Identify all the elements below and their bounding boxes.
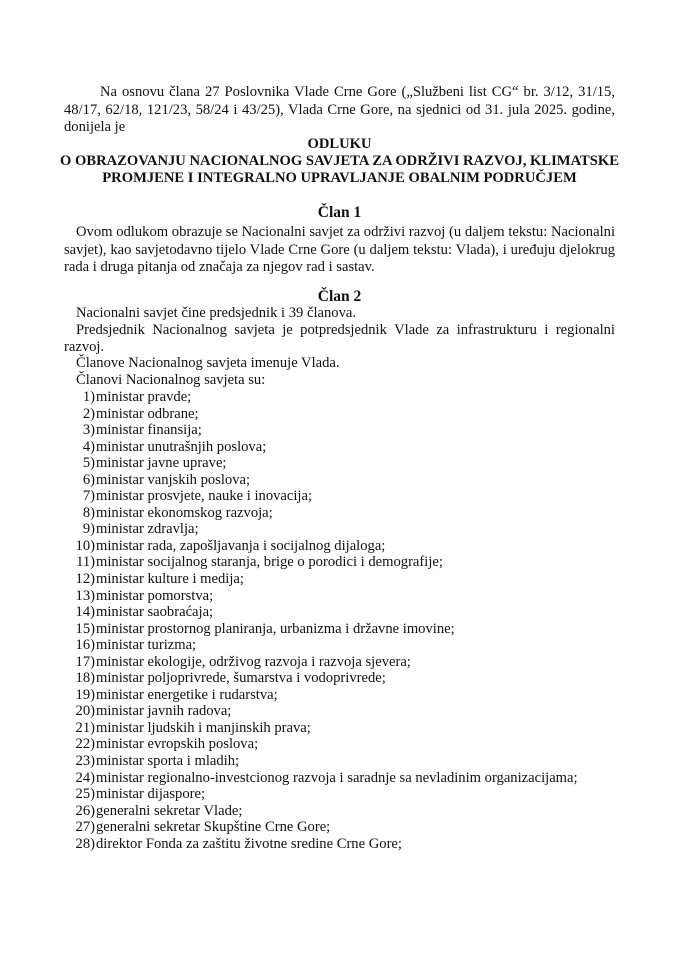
article-2-heading: Član 2 xyxy=(317,288,362,305)
list-item-number: 11) xyxy=(76,554,95,571)
article-2-paragraph-4: Članovi Nacionalnog savjeta su: xyxy=(76,372,266,388)
list-item-number: 25) xyxy=(75,786,95,803)
list-item-number: 28) xyxy=(75,835,95,852)
list-item xyxy=(64,720,624,737)
list-item-text: ministar saobraćaja; xyxy=(96,604,214,621)
list-item xyxy=(64,538,624,555)
list-item-text: ministar poljoprivrede, šumarstva i vodoprivrede; xyxy=(96,670,386,687)
list-item xyxy=(64,753,624,770)
list-item-text: ministar prostornog planiranja, urbanizma i državne imovine; xyxy=(96,620,455,637)
list-item-number: 5) xyxy=(82,455,95,472)
list-item-text: ministar sporta i mladih; xyxy=(96,753,240,770)
list-item-number: 6) xyxy=(82,471,95,488)
list-item-number: 8) xyxy=(82,504,95,521)
list-item-number: 27) xyxy=(75,819,95,836)
list-item-number: 14) xyxy=(75,604,95,621)
list-item-text: ministar unutrašnjih poslova; xyxy=(96,438,267,455)
list-item xyxy=(64,422,624,439)
list-item-text: ministar rada, zapošljavanja i socijalnog dijaloga; xyxy=(96,537,386,554)
list-item-text: generalni sekretar Vlade; xyxy=(96,802,243,819)
list-item-text: ministar pomorstva; xyxy=(96,587,214,604)
list-item xyxy=(64,389,624,406)
list-item-number: 26) xyxy=(75,802,95,819)
list-item xyxy=(64,736,624,753)
list-item-number: 9) xyxy=(82,521,95,538)
list-item-text: ministar ekologije, održivog razvoja i razvoja sjevera; xyxy=(96,653,411,670)
document-subtitle: O OBRAZOVANJU NACIONALNOG SAVJETA ZA ODRŽIVI RAZVOJ, KLIMATSKE PROMJENE I INTEGRALNO UPRAVLJANJE OBALNIM PODRUČJEM xyxy=(60,153,619,186)
list-item-text: ministar regionalno-investcionog razvoja i saradnje sa nevladinim organizacijama; xyxy=(96,769,578,786)
list-item xyxy=(64,406,624,423)
list-item-number: 13) xyxy=(75,587,95,604)
list-item-number: 19) xyxy=(75,686,95,703)
list-item xyxy=(64,836,624,853)
list-item xyxy=(64,654,624,671)
list-item-text: ministar prosvjete, nauke i inovacija; xyxy=(96,488,313,505)
list-item-text: ministar odbrane; xyxy=(96,405,199,422)
list-item xyxy=(64,770,624,787)
list-item xyxy=(64,786,624,803)
list-item-text: ministar dijaspore; xyxy=(96,786,206,803)
list-item-text: ministar zdravlja; xyxy=(96,521,199,538)
list-item xyxy=(64,621,624,638)
list-item-text: ministar vanjskih poslova; xyxy=(96,471,251,488)
list-item xyxy=(64,571,624,588)
list-item-number: 4) xyxy=(82,438,95,455)
list-item xyxy=(64,455,624,472)
list-item-number: 18) xyxy=(75,670,95,687)
list-item-number: 20) xyxy=(75,703,95,720)
article-2-paragraph-2: Predsjednik Nacionalnog savjeta je potpredsjednik Vlade za infrastrukturu i regionalni razvoj. xyxy=(64,322,615,355)
list-item-number: 22) xyxy=(75,736,95,753)
members-list xyxy=(64,389,624,852)
article-1-heading: Član 1 xyxy=(317,204,362,221)
list-item-text: ministar turizma; xyxy=(96,637,197,654)
list-item-number: 12) xyxy=(75,571,95,588)
list-item-number: 15) xyxy=(75,620,95,637)
list-item-number: 2) xyxy=(82,405,95,422)
article-2-paragraph-3: Članove Nacionalnog savjeta imenuje Vlada. xyxy=(76,355,340,371)
list-item-number: 7) xyxy=(82,488,95,505)
list-item-number: 1) xyxy=(82,389,95,405)
article-1-text: Ovom odlukom obrazuje se Nacionalni savjet za održivi razvoj (u daljem tekstu: Nacionalni savjet), kao savjetodavno tijelo Vlade Crne Gore (u daljem tekstu: Vlada), i uređuju djelokrug rada i druga pitanja od značaja za njegov rad i sastav. xyxy=(64,224,615,276)
list-item xyxy=(64,439,624,456)
list-item-number: 3) xyxy=(82,422,95,439)
list-item xyxy=(64,588,624,605)
list-item-text: generalni sekretar Skupštine Crne Gore; xyxy=(96,819,331,836)
list-item-text: ministar kulture i medija; xyxy=(96,571,244,588)
list-item xyxy=(64,687,624,704)
document-title: ODLUKU xyxy=(307,136,372,152)
list-item-text: ministar energetike i rudarstva; xyxy=(96,686,278,703)
list-item xyxy=(64,521,624,538)
list-item-text: ministar ekonomskog razvoja; xyxy=(96,504,273,521)
list-item-number: 23) xyxy=(75,753,95,770)
list-item-text: ministar socijalnog staranja, brige o porodici i demografije; xyxy=(96,554,443,571)
list-item-text: ministar pravde; xyxy=(96,389,192,405)
list-item xyxy=(64,604,624,621)
list-item-number: 16) xyxy=(75,637,95,654)
list-item-number: 24) xyxy=(75,769,95,786)
list-item xyxy=(64,554,624,571)
list-item-text: ministar javne uprave; xyxy=(96,455,227,472)
list-item-number: 17) xyxy=(75,653,95,670)
list-item xyxy=(64,488,624,505)
preamble: Na osnovu člana 27 Poslovnika Vlade Crne Gore („Službeni list CG“ br. 3/12, 31/15, 48/17, 62/18, 121/23, 58/24 i 43/25), Vlada Crne Gore, na sjednici od 31. jula 2025. godine, donijela je xyxy=(64,84,615,136)
list-item-text: ministar ljudskih i manjinskih prava; xyxy=(96,719,311,736)
list-item-number: 21) xyxy=(75,719,95,736)
list-item xyxy=(64,637,624,654)
list-item xyxy=(64,703,624,720)
list-item xyxy=(64,472,624,489)
list-item-text: ministar evropskih poslova; xyxy=(96,736,259,753)
list-item-text: ministar javnih radova; xyxy=(96,703,232,720)
list-item xyxy=(64,803,624,820)
list-item xyxy=(64,819,624,836)
article-2-paragraph-1: Nacionalni savjet čine predsjednik i 39 članova. xyxy=(76,305,357,321)
list-item xyxy=(64,505,624,522)
list-item-number: 10) xyxy=(75,537,95,554)
list-item-text: direktor Fonda za zaštitu životne sredine Crne Gore; xyxy=(96,835,402,852)
list-item xyxy=(64,670,624,687)
list-item-text: ministar finansija; xyxy=(96,422,202,439)
